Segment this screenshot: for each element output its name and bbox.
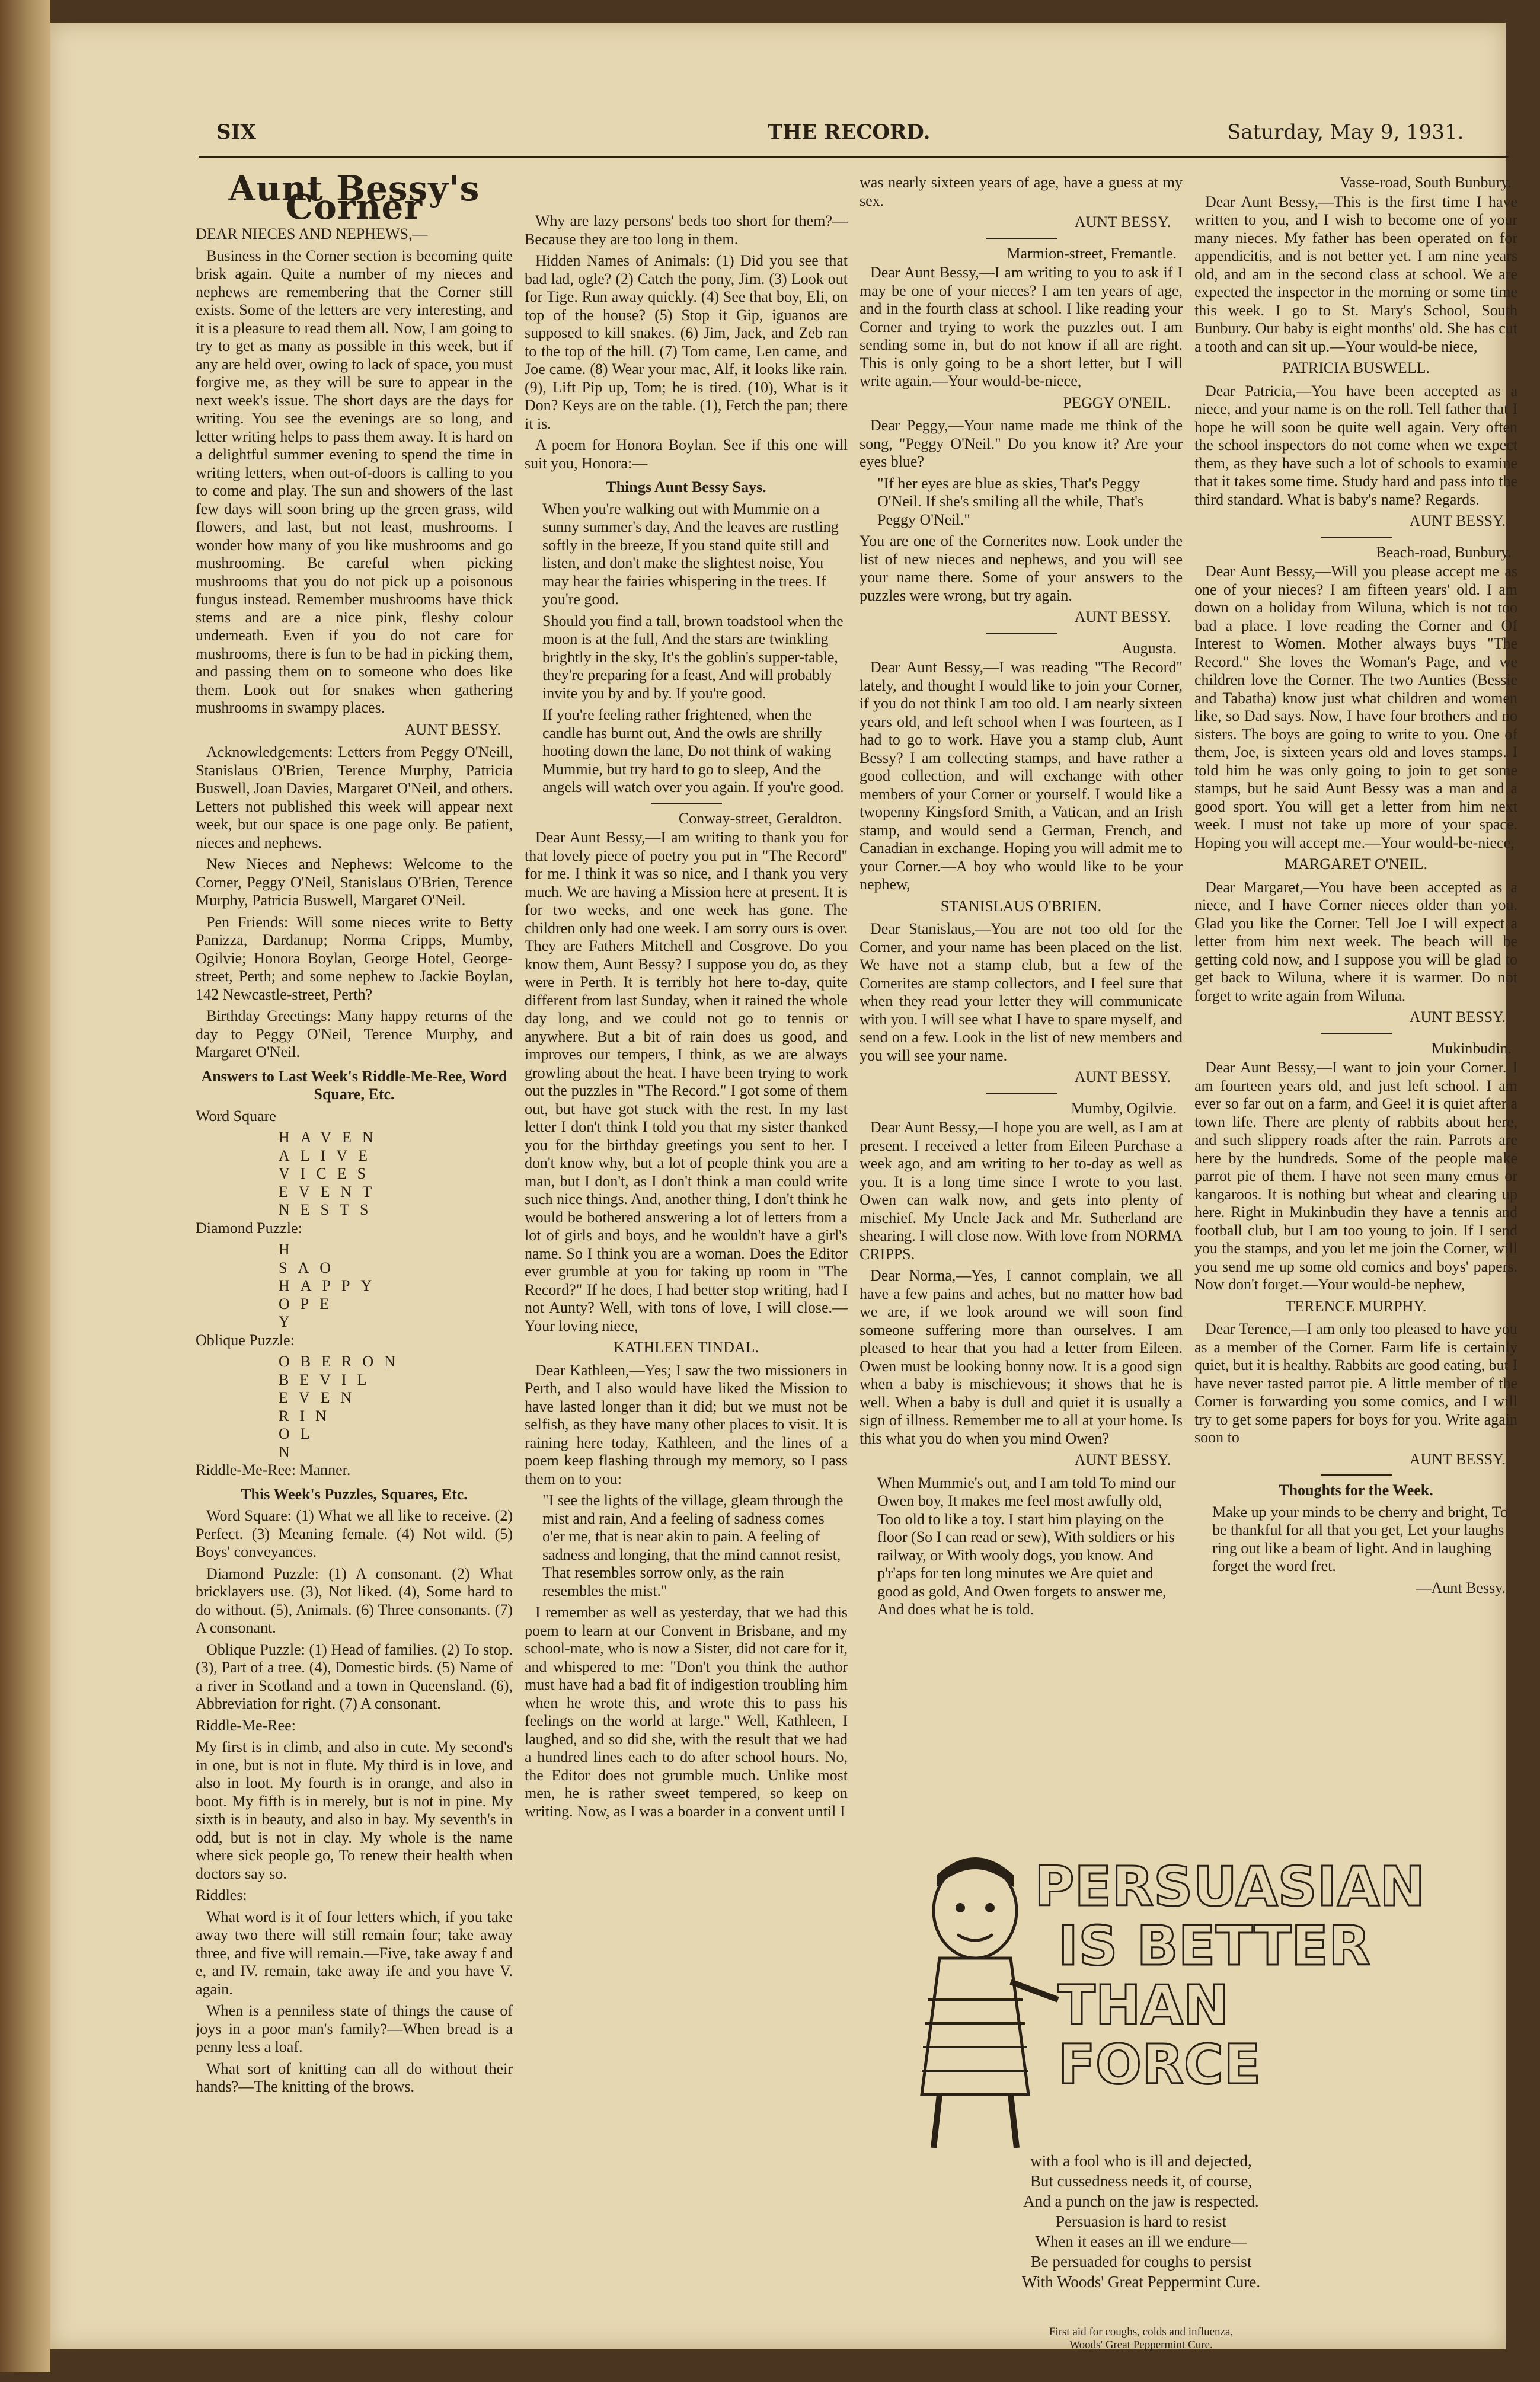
puzzle-line: HAVEN [279,1129,384,1146]
signature: KATHLEEN TINDAL. [613,1339,759,1356]
paragraph: was nearly sixteen years of age, have a guess at my sex. [860,174,1183,209]
issue-date: Saturday, May 9, 1931. [1227,120,1464,144]
paragraph: Dear Peggy,—Your name made me think of the song, "Peggy O'Neil." Do you know it? Are your eyes blue? [860,417,1183,470]
ad-banner [1034,1857,1449,2094]
paragraph: Why are lazy persons' beds too short for them?—Because they are too long in them. [525,212,848,248]
signature: AUNT BESSY. [1074,1068,1171,1085]
ad-line: Be persuaded for coughs to persist [1030,2253,1252,2271]
banner-line-2: IS BETTER [1058,1914,1370,1978]
paragraph: Riddle-Me-Ree: Manner. [196,1461,351,1479]
paragraph: Dear Aunt Bessy,—I want to join your Corner. I am fourteen years old, and just left school. I am ever so far out on a farm, and Gee! it is quiet after a town life. There are plenty of rabbits about here, and such slippery roads after the rain. Parrots are here by the hundreds. Some of the people make parrot pie of them. I have not seen many emus or kangaroos. It is nothing but wheat and clearing up here. Right in Mukinbudin they have a tennis and football club, but I am too young to join. If I send you the stamps, and you let me join the Corner, will you send me up some old comics and boys' papers. Now don't forget.—Your would-be nephew, [1194,1059,1517,1293]
paragraph: Dear Stanislaus,—You are not too old for the Corner, and your name has been placed on the list. We have not a stamp club, but a few of the Cornerites are stamp collectors, and I feel sure that when they read your letter they will communicate with you. I will see what I have to spare myself, and send on a few. Look in the list of new members and you will see your name. [860,920,1183,1064]
paragraph: Business in the Corner section is becoming quite brisk again. Quite a number of my nieces and nephews are remembering that the Corner still exists. Some of the letters are very interesting, and it is a pleasure to read them all. Now, I am going to try to get as many as possible in this week, but if any are held over, owing to lack of space, you must forgive me, as they will be sure to appear in the next week's issue. The short days are the days for writing. You see the evenings are so long, and letter writing helps to pass them away. It is hard on a delightful summer evening to spend the time in writing letters, when out-of-doors is calling to you to come and play. The sun and showers of the last few days will soon bring up the green grass, wild flowers, and last, but not least, mushrooms. I wonder how many of you like mushrooms and go mushrooming. Be careful when picking mushrooms that you do not pick up a poisonous fungus instead. Remember mushrooms have thick stems and are a nice pink, fleshy colour underneath. Even if you do not care for mushrooms, there is fun to be had in picking them, and passing them on to someone who does like them. Look out for snakes when gathering mushrooms in swampy places. [196,247,513,716]
ad-line: With Woods' Great Peppermint Cure. [1021,2273,1261,2291]
banner-line-3: THAN FORCE [1058,1974,1261,2096]
header-rule [199,156,1509,158]
paragraph: When is a penniless state of things the cause of joys in a poor man's family?—When bread is a penny less a loaf. [196,2002,513,2055]
signature: STANISLAUS O'BRIEN. [940,897,1102,915]
puzzle-line: SAO [279,1259,342,1276]
signature: MARGARET O'NEIL. [1284,855,1428,873]
persuasian-advertisement [839,1834,1449,2351]
ad-line: But cussedness needs it, of course, [1030,2172,1253,2190]
puzzle-line: NESTS [279,1201,379,1218]
ad-line: with a fool who is ill and dejected, [1030,2152,1252,2170]
paragraph: Hidden Names of Animals: (1) Did you see that bad lad, ogle? (2) Catch the pony, Jim. (3) Look out for Tige. Run away quickly. (4) See that boy, Eli, on top of the house? (5) Stop it Gip, iguanos are supposed to kill snakes. (6) Jim, Jack, and Zeb ran to the top of the hill. (7) Tom came, Len came, and Joe came. (8) Wear your mac, Alf, it looks like rain. (9), Lift Pip up, Tom; he is tired. (10), What is it Don? Keys are on the table. (1), Fetch the pan; there it is. [525,252,848,432]
ad-footer [874,2326,1408,2352]
letter-address: Beach-road, Bunbury. [1376,543,1512,561]
lead-paragraph: DEAR NIECES AND NEPHEWS,— [196,225,428,242]
letter-address: Vasse-road, South Bunbury. [1339,174,1512,191]
paragraph: Dear Kathleen,—Yes; I saw the two missioners in Perth, and I also would have liked the Mission to have lasted longer than it did; but we must not be selfish, as they have many other places to visit. It is raining here today, Kathleen, and the lines of a poem keep flashing through my memory, so I pass them on to you: [525,1361,848,1487]
column-3 [860,174,1183,1834]
puzzle-line: Y [279,1313,301,1330]
paragraph: Acknowledgements: Letters from Peggy O'Neill, Stanislaus O'Brien, Terence Murphy, Patricia Buswell, Joan Davies, Margaret O'Neil, and others. Letters not published this week will appear next week, but our space is one page only. Be patient, nieces and nephews. [196,743,513,851]
verse: When you're walking out with Mummie on a sunny summer's day, And the leaves are rustling softly in the breeze, If you stand quite still and listen, and don't make the slightest noise, You may hear the fairies whispering in the trees. If you're good. [542,500,839,608]
separator [1321,1033,1392,1034]
puzzle-line: VICES [279,1165,377,1182]
letter-address: Conway-street, Geraldton. [678,809,842,827]
signature: AUNT BESSY. [1074,1451,1171,1468]
letter-address: Augusta. [1121,639,1177,657]
verse: If you're feeling rather frightened, when the candle has burnt out, And the owls are shrilly hooting down the lane, Do not think of waking Mummie, but try hard to go to sleep, And the angels will watch over you again. If you're good. [542,706,844,796]
verse: When Mummie's out, and I am told To mind our Owen boy, It makes me feel most awfully old, Too old to like a toy. I start him playing on the floor (So I can read or sew), With soldiers or his railway, or With wooly dogs, you know. And p'r'aps for ten long minutes we Are quiet and good as gold, And Owen forgets to answer me, And does what he is told. [877,1474,1176,1618]
ad-line: Persuasion is hard to resist [1056,2212,1226,2230]
paragraph: Dear Aunt Bessy,—This is the first time I have written to you, and I wish to become one of your many nieces. My father has been operated on for appendicitis, and is not better yet. I am nine years old, and am in the second class at school. We are expected the inspector in the morning or some time this week. I go to St. Mary's School, South Bunbury. Our baby is eight months' old. She has cut a tooth and can sit up.—Your would-be niece, [1194,193,1517,355]
signature: AUNT BESSY. [1074,213,1171,231]
puzzle-line: H [279,1241,301,1258]
signature: TERENCE MURPHY. [1285,1297,1427,1315]
paragraph: Riddles: [196,1886,247,1904]
separator [986,1093,1057,1094]
puzzle-line: N [279,1443,301,1461]
paragraph: Dear Aunt Bessy,—Will you please accept me as one of your nieces? I am fifteen years' old. I am down on a holiday from Wiluna, which is not too bad a place. I love reading the Corner and Of Interest to Women. Mother always buys "The Record." She loves the Woman's Page, and we children love the Corner. The two Aunties (Bessie and Tabatha) know just what children and women like, so Dad says. Now, I have four brothers and no sisters. The boys are going to write to you. One of them, Joe, is sixteen years old and loves stamps. I told him he was only going to join to get some stamps, but he said Aunt Bessy was a man and a good sport. You will get a letter from him next week. I must not take up more of your space. Hoping you will accept me.—Your would-be-niece, [1194,563,1517,851]
paragraph: Dear Aunt Bessy,—I hope you are well, as I am at present. I received a letter from Eileen Purchase a week ago, and am writing to her to-day as well as you. It is a long time since I wrote to you last. Owen can walk now, and gets into plenty of mischief. My Uncle Jack and Mr. Sutherland are shearing. I will close now. With love from NORMA CRIPPS. [860,1119,1183,1263]
signature: PATRICIA BUSWELL. [1282,359,1430,376]
puzzle-line: BEVIL [279,1371,378,1388]
column-4 [1194,174,1517,1834]
verse: "If her eyes are blue as skies, That's Peggy O'Neil. If she's smiling all the while, That's Peggy O'Neil." [877,474,1144,528]
paragraph: Dear Norma,—Yes, I cannot complain, we all have a few pains and aches, but no matter how bad we are, if we look around we will soon find someone suffering more than ourselves. I am pleased to hear that you had a letter from Eileen. Owen must be looking bonny now. It is a good sign when a baby is mischievous; it shows that he is well. When a baby is dull and quiet it is usually a sign of illness. Remember me to all at your home. Is this what you do when you mind Owen? [860,1267,1183,1447]
paragraph: Dear Terence,—I am only too pleased to have you as a member of the Corner. Farm life is certainly quiet, but it is healthy. Rabbits are good eating, but I have never tasted parrot pie. A little member of the Corner is forwarding you some comics, and I will try to get some papers for boys for you. Write again soon to [1194,1320,1517,1446]
paragraph: A poem for Honora Boylan. See if this one will suit you, Honora:— [525,436,848,472]
masthead [216,120,1509,150]
paragraph: Dear Margaret,—You have been accepted as a niece, and I have Corner nieces older than you. Glad you like the Corner. Tell Joe I will expect a letter from him next week. The beach will be getting cold now, and I suppose you will be glad to get back to Wiluna, where it is warmer. Do not forget to write again from Wiluna. [1194,878,1517,1004]
paragraph: Oblique Puzzle: [196,1331,295,1349]
ad-line: And a punch on the jaw is respected. [1023,2192,1259,2210]
separator [1321,537,1392,538]
verse: "I see the lights of the village, gleam through the mist and rain, And a feeling of sadness comes o'er me, that is near akin to pain. A feeling of sadness and longing, that the mind cannot resist, That resembles sorrow only, as the rain resembles the mist." [542,1492,844,1599]
signature: AUNT BESSY. [1409,512,1506,529]
column-1 [196,174,513,2346]
paragraph: What word is it of four letters which, if you take away two there will still remain four; take away three, and five will remain.—Five, take away f and e, and IV. remain, take away ife and you have V. again. [196,1908,513,1998]
separator [651,803,722,804]
newspaper-page [50,23,1517,2351]
paragraph: Pen Friends: Will some nieces write to Betty Panizza, Dardanup; Norma Cripps, Mumby, Ogilvie; Honora Boylan, George Hotel, George-street, Perth; and some nephew to Jackie Boylan, 142 Newcastle-street, Perth? [196,913,513,1003]
paper-name: THE RECORD. [768,120,931,144]
signature: —Aunt Bessy. [1416,1579,1506,1596]
puzzle-line: HAPPY [279,1277,383,1294]
puzzle-line: RIN [279,1407,337,1425]
paragraph: Dear Aunt Bessy,—I am writing to you to ask if I may be one of your nieces? I am ten years of age, and in the fourth class at school. I like reading your Corner and trying to work the puzzles out. I am sending some in, but do not know if all are right. This is only going to be a short letter, but I will write again.—Your would-be-niece, [860,264,1183,389]
paragraph: Dear Aunt Bessy,—I am writing to thank you for that lovely piece of poetry you put in "The Record" for me. I think it was so nice, and I thank you very much. We are having a Mission here at present. It is for two weeks, and one week has gone. The children only had one week. I am sorry ours is over. They are Fathers Mitchell and Cosgrove. Do you know them, Aunt Bessy? I suppose you do, as they were in Perth. It is terribly hot here to-day, quite different from last Sunday, when it rained the whole day long, and we could not go to tennis or anywhere. But a bit of rain does us good, and improves our tempers, I think, as we are always growling about the heat. I have been trying to work out the puzzles in "The Record." I got some of them out, but have got stuck with the rest. In my last letter I don't think I told you that my sister thanked you for the birthday greetings you sent to her. I don't know why, but a lot of people think you are a man, but I don't, as I don't think a man could write such nice things. And, another thing, I don't think he would be bothered answering a lot of letters from a lot of girls and boys, and he wouldn't have a girl's name. So I think you are a woman. Does the Editor ever grumble at you for taking up room in "The Record?" If he does, I had better stop writing, had I not Aunty? Well, with tons of love, I will close.—Your loving niece, [525,829,848,1334]
subheading: This Week's Puzzles, Squares, Etc. [241,1485,468,1503]
letter-address: Marmion-street, Fremantle. [1007,244,1177,262]
separator [986,633,1057,634]
paragraph: Dear Patricia,—You have been accepted as a niece, and your name is on the roll. Tell father that I hope he will soon be quite well again. Very often the school inspectors do not come when we expect them, as they have such a lot of schools to examine that it takes some time. Study hard and pass into the third standard. What is baby's name? Regards. [1194,382,1517,508]
paragraph: Diamond Puzzle: (1) A consonant. (2) What bricklayers use. (3), Not liked. (4), Some hard to do without. (5), Animals. (6) Three consonants. (7) A consonant. [196,1564,513,1636]
verse: Should you find a tall, brown toadstool when the moon is at the full, And the stars are twinkling brightly in the sky, It's the goblin's supper-table, they're preparing for a feast, And will probably invite you by and by. If you're good. [542,612,844,702]
letter-address: Mukinbudin. [1431,1039,1512,1057]
signature: AUNT BESSY. [404,720,501,738]
letter-address: Mumby, Ogilvie. [1071,1099,1177,1117]
paragraph: New Nieces and Nephews: Welcome to the Corner, Peggy O'Neil, Stanislaus O'Brien, Terence Murphy, Patricia Buswell, Margaret O'Neil. [196,855,513,909]
ad-verse [874,2151,1408,2292]
banner-line-1: PERSUASIAN [1034,1855,1426,1918]
signature: PEGGY O'NEIL. [1063,394,1171,411]
puzzle-line: OBERON [279,1353,406,1370]
paragraph: My first is in climb, and also in cute. My second's in one, but is not in flute. My third is in love, and also in loot. My fourth is in orange, and also in boot. My fifth is in merely, but is not in pine. My sixth is in beauty, and also in bay. My seventh's in odd, but is not in clay. My whole is the name where sick people go, To renew their health when doctors say so. [196,1738,513,1882]
puzzle-line: OPE [279,1295,340,1313]
page-number: SIX [216,120,256,144]
paragraph: What sort of knitting can all do without their hands?—The knitting of the brows. [196,2059,513,2095]
subheading: Things Aunt Bessy Says. [606,478,766,496]
column-2 [525,212,848,2382]
binding-edge [0,0,50,2372]
paragraph: Word Square: (1) What we all like to receive. (2) Perfect. (3) Meaning female. (4) Not wild. (5) Boys' conveyances. [196,1507,513,1560]
paragraph: Word Square [196,1107,276,1125]
puzzle-line: EVENT [279,1183,383,1200]
paragraph: Diamond Puzzle: [196,1219,302,1237]
signature: AUNT BESSY. [1074,608,1171,625]
subheading: Answers to Last Week's Riddle-Me-Ree, Word Square, Etc. [201,1067,507,1103]
separator [1321,1474,1392,1476]
paragraph: You are one of the Cornerites now. Look under the list of new nieces and nephews, and you will see your name there. Some of your answers to the puzzles were wrong, but try again. [860,532,1183,604]
section-title: Aunt Bessy's Corner [228,174,480,227]
signature: AUNT BESSY. [1409,1450,1506,1468]
ad-line: When it eases an ill we endure— [1035,2233,1247,2250]
paragraph: Oblique Puzzle: (1) Head of families. (2) To stop. (3), Part of a tree. (4), Domestic birds. (5) Name of a river in Scotland and a town in Queensland. (6), Abbreviation for right. (7) A consonant. [196,1640,513,1712]
subheading: Thoughts for the Week. [1279,1481,1433,1499]
paragraph: Birthday Greetings: Many happy returns of the day to Peggy O'Neil, Terence Murphy, and Margaret O'Neil. [196,1007,513,1061]
paragraph: Dear Aunt Bessy,—I was reading "The Record" lately, and thought I would like to join your Corner, if you do not think I am too old. I am nearly sixteen years old, and left school when I was fourteen, as I had to go to work. Have you a stamp club, Aunt Bessy? I am collecting stamps, and have rather a good collection, and will exchange with other members of your Corner or yourself. I would like a twopenny Kingsford Smith, a Vatican, and an Irish stamp, and would send a German, French, and Canadian in exchange. Hoping you will admit me to your Corner.—A boy who would like to be your nephew, [860,659,1183,893]
ad-footer-line: First aid for coughs, colds and influenza, [1049,2326,1234,2338]
separator [986,238,1057,239]
ad-footer-line: Woods' Great Peppermint Cure. [1069,2339,1213,2351]
puzzle-line: OL [279,1425,321,1442]
paragraph: I remember as well as yesterday, that we had this poem to learn at our Convent in Brisbane, and my school-mate, who is now a Sister, did not care for it, and whispered to me: "Don't you think the author must have had a bad fit of indigestion troubling him when he wrote this, and wrote this to pass his feelings on the world at large." Well, Kathleen, I laughed, and so did she, with the result that we had a hundred lines each to do after school hours. No, the Editor does not grumble much. Unlike most men, he is rather sweet tempered, so keep on writing. Now, as I was a boarder in a convent until I [525,1604,848,1820]
puzzle-line: EVEN [279,1389,363,1406]
puzzle-line: ALIVE [279,1147,378,1164]
verse: Make up your minds to be cherry and bright, To be thankful for all that you get, Let your laughs ring out like a beam of light. And in laughing forget the word fret. [1212,1503,1508,1575]
paragraph: Riddle-Me-Ree: [196,1716,296,1734]
signature: AUNT BESSY. [1409,1008,1506,1026]
